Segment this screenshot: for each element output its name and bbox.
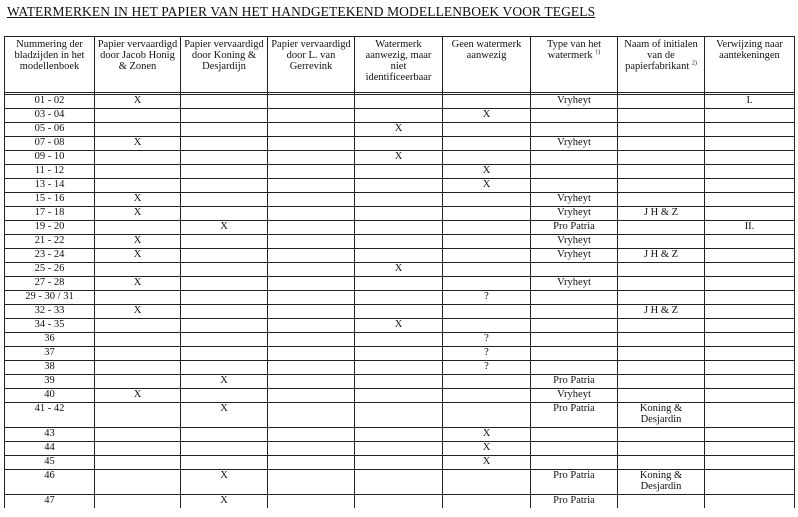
cell-van-gerrevink <box>268 95 355 109</box>
cell-koning-desjardijn <box>181 347 268 361</box>
cell-fabrikant: Koning & Desjardin <box>618 470 705 495</box>
cell-verwijzing <box>705 263 795 277</box>
cell-pages: 23 - 24 <box>5 249 95 263</box>
cell-verwijzing <box>705 456 795 470</box>
cell-type <box>531 333 618 347</box>
cell-type: Pro Patria <box>531 470 618 495</box>
cell-type: Vryheyt <box>531 277 618 291</box>
cell-pages: 38 <box>5 361 95 375</box>
cell-type: Pro Patria <box>531 403 618 428</box>
cell-niet-identificeerbaar <box>355 137 443 151</box>
cell-geen-watermerk <box>443 389 531 403</box>
cell-fabrikant <box>618 109 705 123</box>
cell-jacob-honig <box>95 151 181 165</box>
cell-van-gerrevink <box>268 221 355 235</box>
cell-type <box>531 442 618 456</box>
cell-koning-desjardijn <box>181 207 268 221</box>
cell-fabrikant <box>618 333 705 347</box>
cell-jacob-honig <box>95 291 181 305</box>
table-row <box>5 151 795 165</box>
cell-geen-watermerk: ? <box>443 347 531 361</box>
cell-koning-desjardijn <box>181 137 268 151</box>
cell-verwijzing <box>705 470 795 495</box>
cell-van-gerrevink <box>268 375 355 389</box>
cell-niet-identificeerbaar <box>355 495 443 509</box>
cell-fabrikant <box>618 375 705 389</box>
cell-type <box>531 179 618 193</box>
cell-jacob-honig: X <box>95 277 181 291</box>
cell-van-gerrevink <box>268 291 355 305</box>
cell-niet-identificeerbaar <box>355 249 443 263</box>
cell-geen-watermerk <box>443 151 531 165</box>
cell-verwijzing <box>705 305 795 319</box>
cell-verwijzing <box>705 495 795 509</box>
cell-van-gerrevink <box>268 347 355 361</box>
cell-jacob-honig <box>95 221 181 235</box>
cell-fabrikant <box>618 291 705 305</box>
cell-koning-desjardijn <box>181 442 268 456</box>
cell-verwijzing <box>705 249 795 263</box>
table-row <box>5 347 795 361</box>
cell-type <box>531 347 618 361</box>
cell-koning-desjardijn: X <box>181 403 268 428</box>
table-row <box>5 207 795 221</box>
cell-jacob-honig <box>95 109 181 123</box>
table-row <box>5 109 795 123</box>
cell-verwijzing <box>705 428 795 442</box>
cell-jacob-honig <box>95 442 181 456</box>
cell-fabrikant <box>618 361 705 375</box>
cell-fabrikant <box>618 442 705 456</box>
cell-geen-watermerk <box>443 221 531 235</box>
table-row <box>5 221 795 235</box>
cell-pages: 09 - 10 <box>5 151 95 165</box>
cell-type <box>531 291 618 305</box>
cell-koning-desjardijn: X <box>181 470 268 495</box>
cell-jacob-honig: X <box>95 95 181 109</box>
cell-pages: 07 - 08 <box>5 137 95 151</box>
cell-pages: 21 - 22 <box>5 235 95 249</box>
cell-pages: 15 - 16 <box>5 193 95 207</box>
cell-pages: 19 - 20 <box>5 221 95 235</box>
header-nummering: Nummering der bladzijden in het modellenboek <box>5 37 95 93</box>
cell-type <box>531 456 618 470</box>
cell-van-gerrevink <box>268 109 355 123</box>
watermark-table <box>4 36 795 508</box>
cell-pages: 25 - 26 <box>5 263 95 277</box>
cell-type <box>531 151 618 165</box>
cell-type: Vryheyt <box>531 249 618 263</box>
cell-van-gerrevink <box>268 165 355 179</box>
cell-koning-desjardijn <box>181 263 268 277</box>
cell-koning-desjardijn <box>181 95 268 109</box>
cell-type <box>531 263 618 277</box>
cell-type: Pro Patria <box>531 495 618 509</box>
table-row <box>5 123 795 137</box>
cell-verwijzing <box>705 361 795 375</box>
table-row <box>5 442 795 456</box>
header-naam-fabrikant: Naam of initialen van de papierfabrikant $^{2)}$ <box>618 37 705 93</box>
cell-koning-desjardijn <box>181 193 268 207</box>
cell-van-gerrevink <box>268 470 355 495</box>
header-geen-watermerk: Geen watermerk aanwezig <box>443 37 531 93</box>
cell-pages: 17 - 18 <box>5 207 95 221</box>
cell-geen-watermerk <box>443 95 531 109</box>
cell-pages: 41 - 42 <box>5 403 95 428</box>
cell-pages: 13 - 14 <box>5 179 95 193</box>
cell-jacob-honig: X <box>95 305 181 319</box>
cell-fabrikant <box>618 221 705 235</box>
cell-type: Vryheyt <box>531 235 618 249</box>
cell-van-gerrevink <box>268 277 355 291</box>
cell-geen-watermerk: X <box>443 109 531 123</box>
cell-niet-identificeerbaar <box>355 179 443 193</box>
cell-verwijzing <box>705 389 795 403</box>
cell-jacob-honig <box>95 470 181 495</box>
cell-fabrikant <box>618 151 705 165</box>
cell-koning-desjardijn <box>181 319 268 333</box>
table-row <box>5 456 795 470</box>
cell-koning-desjardijn <box>181 291 268 305</box>
cell-van-gerrevink <box>268 442 355 456</box>
cell-geen-watermerk <box>443 123 531 137</box>
header-type-watermerk: Type van het watermerk $^{1)}$ <box>531 37 618 93</box>
cell-fabrikant <box>618 277 705 291</box>
cell-niet-identificeerbaar <box>355 95 443 109</box>
cell-niet-identificeerbaar <box>355 109 443 123</box>
cell-verwijzing <box>705 207 795 221</box>
cell-verwijzing <box>705 137 795 151</box>
cell-verwijzing: I. <box>705 95 795 109</box>
cell-fabrikant <box>618 428 705 442</box>
cell-type: Vryheyt <box>531 95 618 109</box>
cell-geen-watermerk: ? <box>443 333 531 347</box>
cell-fabrikant <box>618 137 705 151</box>
cell-type: Pro Patria <box>531 221 618 235</box>
cell-jacob-honig <box>95 428 181 442</box>
cell-verwijzing <box>705 442 795 456</box>
cell-pages: 29 - 30 / 31 <box>5 291 95 305</box>
cell-van-gerrevink <box>268 456 355 470</box>
footnote-1-mark: 1) <box>595 49 601 56</box>
cell-geen-watermerk: X <box>443 165 531 179</box>
cell-jacob-honig: X <box>95 207 181 221</box>
cell-van-gerrevink <box>268 361 355 375</box>
table-row <box>5 428 795 442</box>
cell-van-gerrevink <box>268 123 355 137</box>
cell-niet-identificeerbaar <box>355 347 443 361</box>
cell-pages: 44 <box>5 442 95 456</box>
cell-geen-watermerk <box>443 249 531 263</box>
cell-pages: 40 <box>5 389 95 403</box>
cell-jacob-honig <box>95 495 181 509</box>
table-row <box>5 333 795 347</box>
header-row <box>5 37 795 93</box>
cell-niet-identificeerbaar: X <box>355 263 443 277</box>
cell-geen-watermerk: ? <box>443 361 531 375</box>
cell-fabrikant: J H & Z <box>618 207 705 221</box>
cell-niet-identificeerbaar <box>355 207 443 221</box>
cell-niet-identificeerbaar <box>355 305 443 319</box>
cell-jacob-honig <box>95 319 181 333</box>
cell-van-gerrevink <box>268 403 355 428</box>
cell-fabrikant <box>618 263 705 277</box>
cell-verwijzing <box>705 375 795 389</box>
cell-pages: 36 <box>5 333 95 347</box>
cell-niet-identificeerbaar <box>355 165 443 179</box>
table-body <box>5 93 795 509</box>
cell-type <box>531 428 618 442</box>
cell-fabrikant <box>618 95 705 109</box>
cell-verwijzing <box>705 123 795 137</box>
cell-pages: 03 - 04 <box>5 109 95 123</box>
cell-koning-desjardijn <box>181 361 268 375</box>
cell-niet-identificeerbaar: X <box>355 123 443 137</box>
table-row <box>5 375 795 389</box>
cell-type: Vryheyt <box>531 193 618 207</box>
cell-niet-identificeerbaar <box>355 403 443 428</box>
cell-pages: 47 <box>5 495 95 509</box>
cell-pages: 45 <box>5 456 95 470</box>
cell-koning-desjardijn <box>181 235 268 249</box>
table-row <box>5 403 795 428</box>
cell-koning-desjardijn <box>181 109 268 123</box>
cell-niet-identificeerbaar <box>355 361 443 375</box>
cell-geen-watermerk: ? <box>443 291 531 305</box>
cell-geen-watermerk <box>443 495 531 509</box>
cell-fabrikant <box>618 456 705 470</box>
cell-pages: 05 - 06 <box>5 123 95 137</box>
cell-koning-desjardijn <box>181 249 268 263</box>
cell-jacob-honig: X <box>95 235 181 249</box>
cell-type <box>531 123 618 137</box>
cell-type <box>531 305 618 319</box>
cell-van-gerrevink <box>268 495 355 509</box>
cell-fabrikant <box>618 347 705 361</box>
cell-geen-watermerk <box>443 235 531 249</box>
header-van-gerrevink: Papier vervaardigd door L. van Gerrevink <box>268 37 355 93</box>
cell-koning-desjardijn <box>181 456 268 470</box>
cell-type: Vryheyt <box>531 137 618 151</box>
cell-type: Vryheyt <box>531 389 618 403</box>
cell-geen-watermerk <box>443 193 531 207</box>
cell-jacob-honig <box>95 123 181 137</box>
cell-koning-desjardijn <box>181 333 268 347</box>
cell-koning-desjardijn <box>181 428 268 442</box>
table-row <box>5 305 795 319</box>
cell-koning-desjardijn: X <box>181 375 268 389</box>
cell-verwijzing <box>705 291 795 305</box>
table-row <box>5 495 795 509</box>
cell-niet-identificeerbaar <box>355 375 443 389</box>
header-niet-identificeerbaar: Watermerk aanwezig, maar niet identificeerbaar <box>355 37 443 93</box>
cell-geen-watermerk <box>443 470 531 495</box>
cell-van-gerrevink <box>268 235 355 249</box>
cell-geen-watermerk <box>443 305 531 319</box>
cell-verwijzing <box>705 179 795 193</box>
cell-type: Vryheyt <box>531 207 618 221</box>
table-row <box>5 361 795 375</box>
cell-geen-watermerk: X <box>443 442 531 456</box>
cell-niet-identificeerbaar <box>355 277 443 291</box>
cell-pages: 34 - 35 <box>5 319 95 333</box>
cell-jacob-honig: X <box>95 193 181 207</box>
cell-van-gerrevink <box>268 263 355 277</box>
cell-type: Pro Patria <box>531 375 618 389</box>
cell-van-gerrevink <box>268 333 355 347</box>
header-koning-desjardijn: Papier vervaardigd door Koning & Desjardijn <box>181 37 268 93</box>
cell-koning-desjardijn <box>181 151 268 165</box>
cell-koning-desjardijn <box>181 305 268 319</box>
document-title: WATERMERKEN IN HET PAPIER VAN HET HANDGETEKEND MODELLENBOEK VOOR TEGELS <box>7 4 596 19</box>
cell-verwijzing: II. <box>705 221 795 235</box>
cell-type <box>531 361 618 375</box>
cell-verwijzing <box>705 403 795 428</box>
cell-koning-desjardijn: X <box>181 495 268 509</box>
cell-koning-desjardijn <box>181 179 268 193</box>
table-row <box>5 389 795 403</box>
cell-type <box>531 109 618 123</box>
cell-jacob-honig <box>95 347 181 361</box>
cell-koning-desjardijn: X <box>181 221 268 235</box>
cell-van-gerrevink <box>268 193 355 207</box>
cell-verwijzing <box>705 333 795 347</box>
cell-niet-identificeerbaar: X <box>355 151 443 165</box>
table-row <box>5 137 795 151</box>
cell-van-gerrevink <box>268 151 355 165</box>
cell-koning-desjardijn <box>181 123 268 137</box>
table-row <box>5 193 795 207</box>
cell-niet-identificeerbaar <box>355 333 443 347</box>
table-row <box>5 319 795 333</box>
cell-geen-watermerk <box>443 207 531 221</box>
cell-pages: 27 - 28 <box>5 277 95 291</box>
cell-jacob-honig: X <box>95 389 181 403</box>
cell-koning-desjardijn <box>181 277 268 291</box>
header-jacob-honig: Papier vervaardigd door Jacob Honig & Zonen <box>95 37 181 93</box>
cell-van-gerrevink <box>268 179 355 193</box>
cell-pages: 11 - 12 <box>5 165 95 179</box>
cell-fabrikant: J H & Z <box>618 249 705 263</box>
cell-niet-identificeerbaar <box>355 456 443 470</box>
cell-verwijzing <box>705 235 795 249</box>
cell-jacob-honig: X <box>95 249 181 263</box>
cell-koning-desjardijn <box>181 165 268 179</box>
cell-niet-identificeerbaar <box>355 291 443 305</box>
cell-fabrikant <box>618 495 705 509</box>
cell-fabrikant: Koning & Desjardin <box>618 403 705 428</box>
cell-niet-identificeerbaar <box>355 442 443 456</box>
cell-jacob-honig <box>95 165 181 179</box>
cell-van-gerrevink <box>268 319 355 333</box>
table-row <box>5 291 795 305</box>
cell-pages: 37 <box>5 347 95 361</box>
cell-type <box>531 165 618 179</box>
cell-jacob-honig <box>95 333 181 347</box>
cell-niet-identificeerbaar <box>355 428 443 442</box>
cell-jacob-honig <box>95 361 181 375</box>
cell-geen-watermerk <box>443 403 531 428</box>
cell-niet-identificeerbaar <box>355 389 443 403</box>
cell-niet-identificeerbaar <box>355 193 443 207</box>
table-row <box>5 263 795 277</box>
cell-geen-watermerk <box>443 277 531 291</box>
table-row <box>5 179 795 193</box>
cell-niet-identificeerbaar <box>355 470 443 495</box>
cell-geen-watermerk: X <box>443 428 531 442</box>
cell-jacob-honig <box>95 263 181 277</box>
cell-fabrikant <box>618 235 705 249</box>
cell-type <box>531 319 618 333</box>
cell-fabrikant <box>618 179 705 193</box>
cell-fabrikant <box>618 123 705 137</box>
cell-jacob-honig <box>95 375 181 389</box>
cell-geen-watermerk <box>443 263 531 277</box>
cell-jacob-honig <box>95 456 181 470</box>
cell-fabrikant <box>618 389 705 403</box>
cell-jacob-honig: X <box>95 137 181 151</box>
cell-geen-watermerk: X <box>443 456 531 470</box>
cell-niet-identificeerbaar: X <box>355 319 443 333</box>
cell-niet-identificeerbaar <box>355 221 443 235</box>
cell-jacob-honig <box>95 179 181 193</box>
table-row <box>5 95 795 109</box>
cell-geen-watermerk <box>443 375 531 389</box>
table-row <box>5 470 795 495</box>
cell-verwijzing <box>705 109 795 123</box>
cell-van-gerrevink <box>268 305 355 319</box>
cell-niet-identificeerbaar <box>355 235 443 249</box>
cell-verwijzing <box>705 165 795 179</box>
cell-verwijzing <box>705 319 795 333</box>
cell-pages: 01 - 02 <box>5 95 95 109</box>
cell-geen-watermerk: X <box>443 179 531 193</box>
cell-geen-watermerk <box>443 319 531 333</box>
cell-pages: 32 - 33 <box>5 305 95 319</box>
cell-verwijzing <box>705 277 795 291</box>
cell-verwijzing <box>705 151 795 165</box>
cell-pages: 46 <box>5 470 95 495</box>
cell-van-gerrevink <box>268 428 355 442</box>
cell-jacob-honig <box>95 403 181 428</box>
cell-koning-desjardijn <box>181 389 268 403</box>
table-row <box>5 277 795 291</box>
cell-fabrikant <box>618 193 705 207</box>
cell-van-gerrevink <box>268 207 355 221</box>
cell-verwijzing <box>705 193 795 207</box>
table-row <box>5 235 795 249</box>
header-verwijzing: Verwijzing naar aantekeningen <box>705 37 795 93</box>
cell-pages: 43 <box>5 428 95 442</box>
cell-van-gerrevink <box>268 389 355 403</box>
cell-geen-watermerk <box>443 137 531 151</box>
cell-verwijzing <box>705 347 795 361</box>
cell-pages: 39 <box>5 375 95 389</box>
footnote-2-mark: 2) <box>691 60 697 67</box>
cell-van-gerrevink <box>268 137 355 151</box>
cell-fabrikant: J H & Z <box>618 305 705 319</box>
cell-van-gerrevink <box>268 249 355 263</box>
cell-fabrikant <box>618 319 705 333</box>
table-row <box>5 165 795 179</box>
cell-fabrikant <box>618 165 705 179</box>
table-row <box>5 249 795 263</box>
